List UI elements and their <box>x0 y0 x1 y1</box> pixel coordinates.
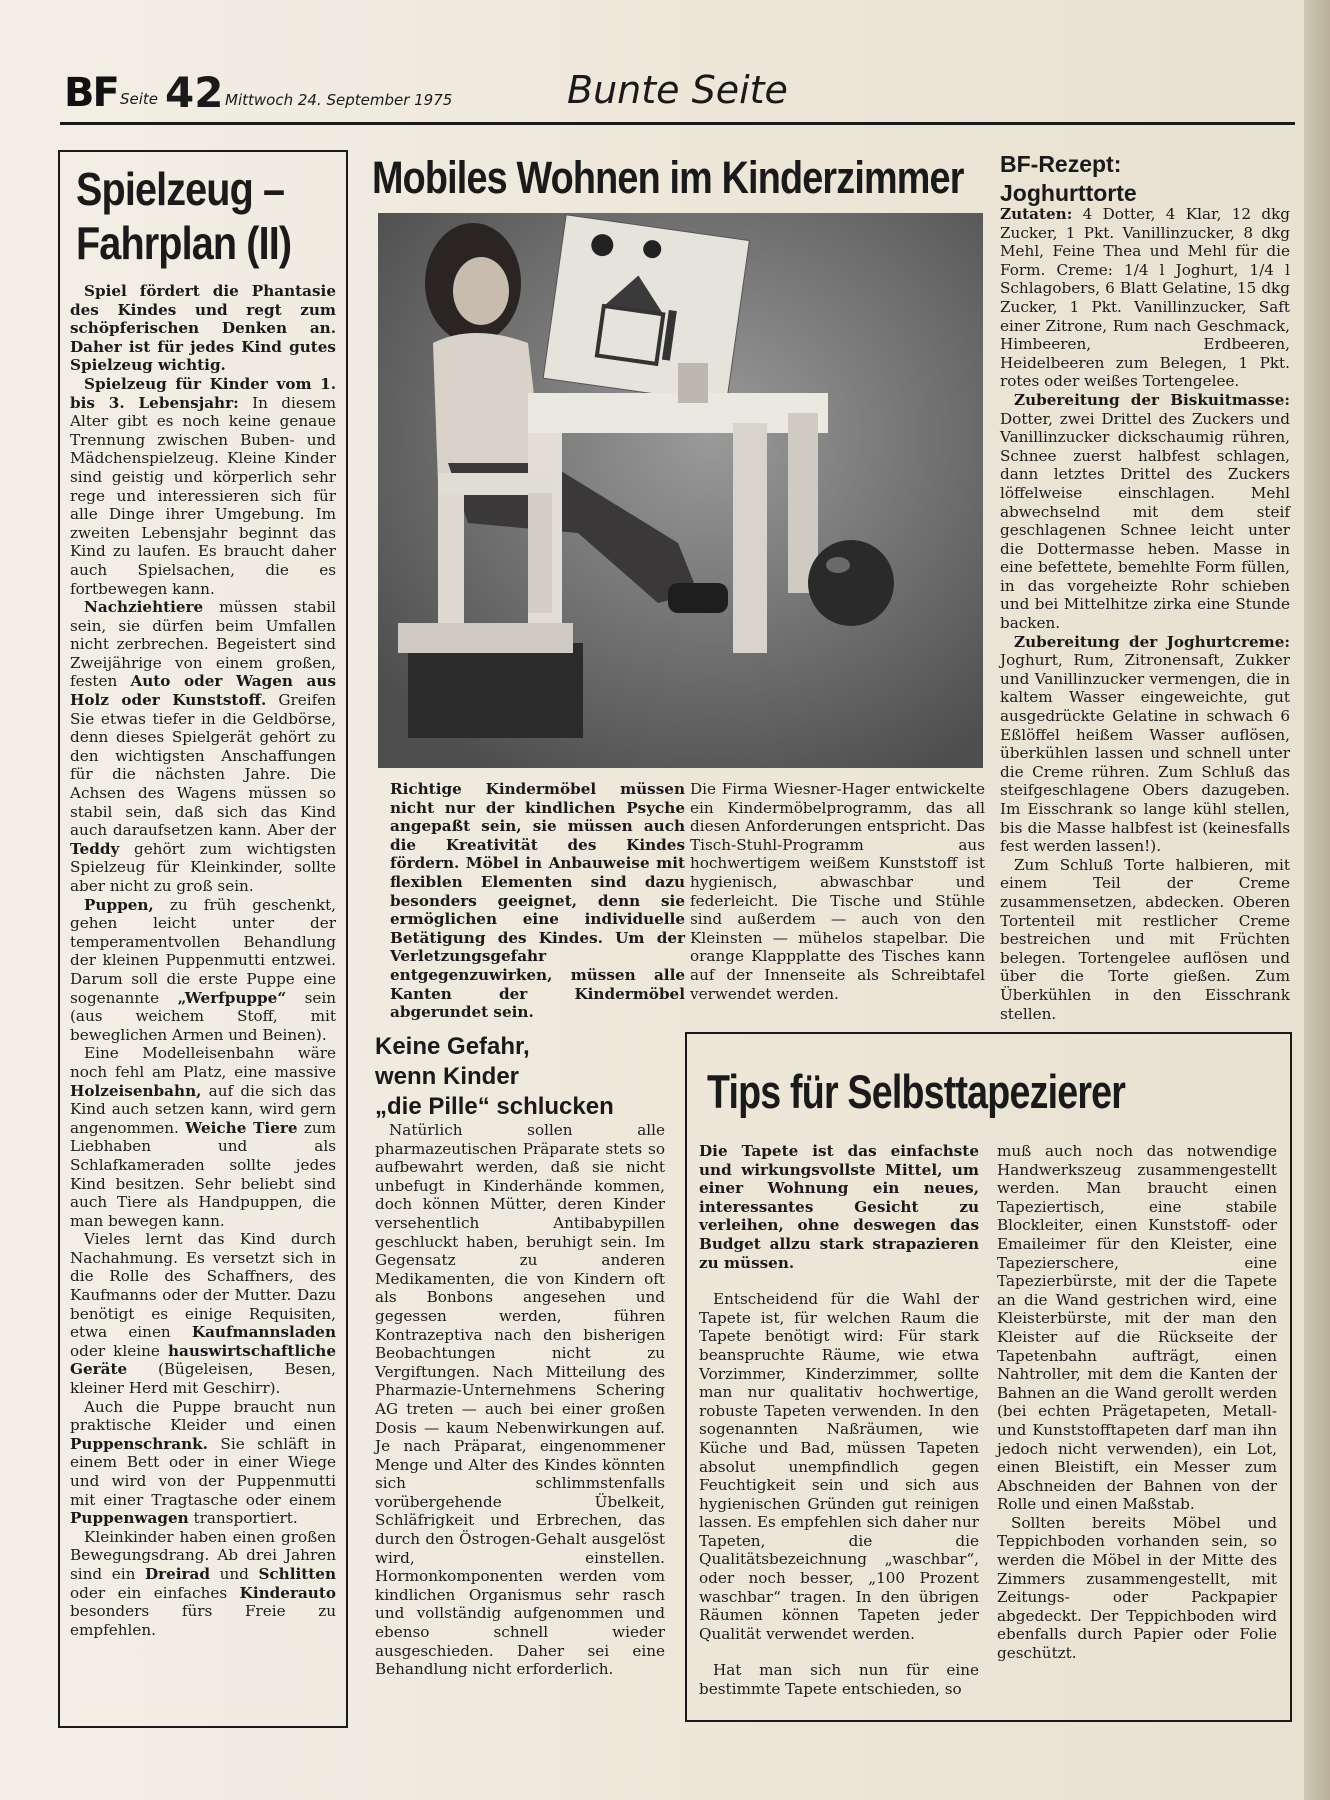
article-tapezierer <box>685 1032 1292 1722</box>
article-kinderzimmer-title: Mobiles Wohnen im Kinderzimmer <box>372 152 964 203</box>
seite-label: Seite <box>120 90 159 108</box>
photo-illustration <box>378 213 983 768</box>
article-pille-body: Natürlich sollen alle pharmazeutischen Präparate stets so aufbewahrt werden, daß sie nicht unbefugt in Kinderhände kommen, doch können Mütter, deren Kinder versehentlich Antibabypillen geschluckt haben, beruhigt sein. Im Gegensatz zu anderen Medikamenten, die von Kindern oft als Bonbons angesehen und gegessen werden, führen Kontrazeptiva nach den bisherigen Beobachtungen nicht zu Vergiftungen. Nach Mitteilung des Pharmazie-Unternehmens Schering AG treten — auch bei einer großen Dosis — kaum Nebenwirkungen auf. Je nach Präparat, eingenommener Menge und Alter des Kindes könnten sich schlimmstenfalls vorübergehende Übelkeit, Schläfrigkeit und Erbrechen, das durch den Östrogen-Gehalt ausgelöst wird, einstellen. Hormonkomponenten werden vom kindlichen Organismus sehr rasch und vollständig aufgenommen und ebenso schnell wieder ausgeschieden. Daher sei eine Behandlung nicht erforderlich. <box>375 1121 665 1679</box>
masthead <box>60 64 1295 125</box>
recipe-title: BF-Rezept: Joghurttorte <box>1000 151 1137 206</box>
masthead-logo: BF <box>64 70 118 116</box>
article-spielzeug-body: Spiel fördert die Phantasie des Kindes und regt zum schöpferischen Denken an. Daher ist für jedes Kind gutes Spielzeug wichtig. Spielzeug für Kinder vom 1. bis 3. Lebensjahr: In diesem Alter gibt es noch keine genaue Trennung zwischen Buben- und Mädchenspielzeug. Kleine Kinder sind geistig und körperlich sehr rege und interessieren sich für alle Dinge ihrer Umgebung. Im zweiten Lebensjahr beginnt das Kind zu laufen. Es braucht daher auch Spielsachen, die es fortbewegen kann. Nachziehtiere müssen stabil sein, sie dürfen beim Umfallen nicht zerbrechen. Begeistert sind Zweijährige von einem großen, festen Auto oder Wagen aus Holz oder Kunststoff. Greifen Sie etwas tiefer in die Geldbörse, denn dieses Spielgerät gehört zu den wichtigsten Anschaffungen für die nächsten Jahre. Die Achsen des Wagens müssen so stabil sein, daß sich das Kind auch daraufsetzen kann. Aber der Teddy gehört zum wichtigsten Spielzeug für Kleinkinder, sollte aber nicht zu groß sein. Puppen, zu früh geschenkt, gehen leicht unter der temperamentvollen Behandlung der kleinen Puppenmutti entzwei. Darum soll die erste Puppe eine sogenannte „Werfpuppe“ sein (aus weichem Stoff, mit beweglichen Armen und Beinen). Eine Modelleisenbahn wäre noch fehl am Platz, eine massive Holzeisenbahn, auf die sich das Kind auch setzen kann, wird gern angenommen. Weiche Tiere zum Liebhaben und als Schlafkameraden sollte jedes Kind besitzen. Sehr beliebt sind auch Tiere als Handpuppen, die man bewegen kann. Vieles lernt das Kind durch Nachahmung. Es versetzt sich in die Rolle des Schaffners, des Kaufmanns oder der Mutter. Dazu benötigt es einige Requisiten, etwa einen Kaufmannsladen oder kleine hauswirtschaftliche Geräte (Bügeleisen, Besen, kleiner Herd mit Geschirr). Auch die Puppe braucht nun praktische Kleider und einen Puppenschrank. Sie schläft in einem Bett oder in einer Wiege und wird von der Puppenmutti mit einer Tragtasche oder einem Puppenwagen transportiert. Kleinkinder haben einen großen Bewegungsdrang. Ab drei Jahren sind ein Dreirad und Schlitten oder ein einfaches Kinderauto besonders fürs Freie zu empfehlen. <box>70 282 337 1639</box>
tips-column-1: Die Tapete ist das einfachste und wirkungsvollste Mittel, um einer Wohnung ein neues, interessantes Gesicht zu verleihen, ohne deswegen das Budget allzu stark strapazieren zu müssen. Entscheidend für die Wahl der Tapete ist, für welchen Raum die Tapete benötigt wird: Für stark beanspruchte Räume, wie etwa Vorzimmer, Kinderzimmer, sollte man nur qualitativ hochwertige, robuste Tapeten verwenden. In den sogenannten Naßräumen, wie Küche und Bad, müssen Tapeten absolut unempfindlich gegen Feuchtigkeit sein und sich aus hygienischen Gründen gut reinigen lassen. Es empfehlen sich daher nur Tapeten, die die Qualitätsbezeichnung „waschbar“, oder noch besser, „100 Prozent waschbar“ tragen. In den übrigen Räumen können Tapeten jeder Qualität verwendet werden. Hat man sich nun für eine bestimmte Tapete entschieden, so <box>699 1142 979 1699</box>
page-edge <box>1304 0 1330 1800</box>
issue-date: Mittwoch 24. September 1975 <box>225 91 453 109</box>
child-furniture-photo <box>378 213 983 768</box>
article-spielzeug-title: Spielzeug – Fahrplan (II) <box>76 163 292 269</box>
photo-caption: Richtige Kindermöbel müssen nicht nur der kindlichen Psyche angepaßt sein, sie müssen auch die Kreativität des Kindes fördern. Möbel in Anbauweise mit flexiblen Elementen sind dazu besonders geeignet, denn sie ermöglichen eine individuelle Betätigung des Kindes. Um der Verletzungsgefahr entgegenzuwirken, müssen alle Kanten der Kindermöbel abgerundet sein. <box>390 780 685 1022</box>
section-title: Bunte Seite <box>567 68 788 112</box>
recipe-body: Zutaten: 4 Dotter, 4 Klar, 12 dkg Zucker, 1 Pkt. Vanillinzucker, 8 dkg Mehl, Feine Thea und Mehl für die Form. Creme: 1/4 l Joghurt, 1/4 l Schlagobers, 6 Blatt Gelatine, 15 dkg Zucker, 1 Pkt. Vanillinzucker, Saft einer Zitrone, Rum nach Geschmack, Himbeeren, Erdbeeren, Heidelbeeren zum Belegen, 1 Pkt. rotes oder weißes Tortengelee. Zubereitung der Biskuitmasse: Dotter, zwei Drittel des Zuckers und Vanillinzucker dickschaumig rühren, Schnee zuerst halbfest schlagen, dann letztes Drittel des Zuckers löffelweise einschlagen. Mehl abwechselnd mit dem steif geschlagenen Schnee leicht unter die Dottermasse heben. Masse in eine befettete, bemehlte Form füllen, in das vorgeheizte Rohr schieben und bei Mittelhitze zirka eine Stunde backen. Zubereitung der Joghurtcreme: Joghurt, Rum, Zitronensaft, Zukker und Vanillinzucker vermengen, die in kaltem Wasser eingeweichte, gut ausgedrückte Gelatine in schwach 6 Eßlöffel heißem Wasser auflösen, überkühlen lassen und schnell unter die Creme rühren. Zum Schluß das steifgeschlagene Obers dazugeben. Im Eisschrank so lange kühl stellen, bis die Masse halbfest ist (keinesfalls fest werden lassen!). Zum Schluß Torte halbieren, mit einem Teil der Creme zusammensetzen, abdecken. Oberen Tortenteil mit restlicher Creme bestreichen und mit Früchten belegen. Tortengelee auflösen und über die Torte gießen. Zum Überkühlen in den Eisschrank stellen. <box>1000 205 1290 1023</box>
article-tapezierer-title: Tips für Selbsttapezierer <box>707 1065 1126 1118</box>
page-number: 42 <box>165 68 224 117</box>
article-spielzeug <box>58 150 348 1728</box>
tips-column-2: muß auch noch das notwendige Handwerkszeug zusammengestellt werden. Man braucht einen Tapeziertisch, eine stabile Blockleiter, einen Kunststoff- oder Emaileimer für den Kleister, eine Tapezierschere, eine Tapezierbürste, mit der die Tapete an die Wand gestrichen wird, eine Kleisterbürste, mit der man den Kleister auf die Rückseite der Tapetenbahn aufträgt, einen Nahtroller, mit dem die Kanten der Bahnen an die Wand gerollt werden (bei echten Prägetapeten, Metall- und Kunststofftapeten darf man ihn jedoch nicht verwenden), ein Lot, einen Bleistift, ein Messer zum Abschneiden der Bahnen von der Rolle und einen Maßstab. Sollten bereits Möbel und Teppichboden vorhanden sein, so werden die Möbel in der Mitte des Zimmers zusammengestellt, mit Zeitungs- oder Packpapier abgedeckt. Der Teppichboden wird ebenfalls durch Papier oder Folie geschützt. <box>997 1142 1277 1663</box>
article-pille-title: Keine Gefahr, wenn Kinder „die Pille“ schlucken <box>375 1033 614 1120</box>
article-kinderzimmer-body: Die Firma Wiesner-Hager entwickelte ein Kindermöbelprogramm, das all diesen Anforderungen entspricht. Das Tisch-Stuhl-Programm aus hochwertigem weißem Kunststoff ist hygienisch, abwaschbar und federleicht. Die Tische und Stühle sind außerdem — auch von den Kleinsten — mühelos stapelbar. Die orange Klappplatte des Tisches kann auf der Innenseite als Schreibtafel verwendet werden. <box>690 780 985 1003</box>
article-lead: Spiel fördert die Phantasie des Kindes und regt zum schöpferischen Denken an. Daher ist für jedes Kind gutes Spielzeug wichtig. <box>70 282 336 375</box>
